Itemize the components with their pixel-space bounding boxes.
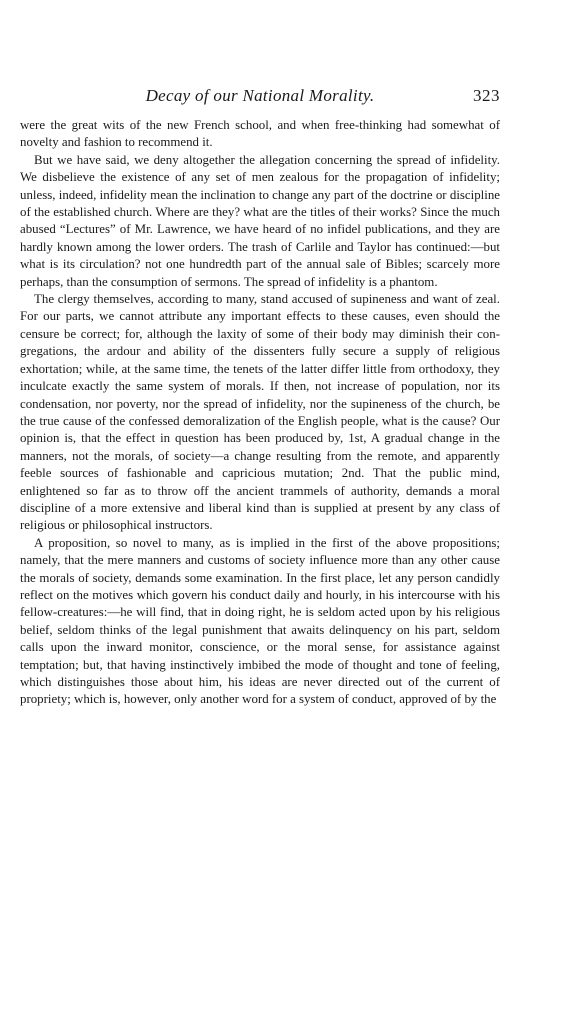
page-header bbox=[20, 86, 500, 108]
paragraph-proposition: A proposition, so novel to many, as is implied in the first of the above propositions; namely, that the mere manners and customs of society influence more than any other cause the morals of society, demands some examination. In the first place, let any person candidly reflect on the motives which govern his conduct daily and hourly, in his intercourse with his fellow-creatures:—he will find, that in doing right, he is seldom acted upon by his religious belief, seldom thinks of the legal punishment that awaits delinquency on his part, seldom calls upon the inward monitor, conscience, or the moral sense, for assistance against temptation; but, that having instinctively imbibed the mode of thought and tone of feeling, which distinguishes those about him, his ideas are never directed out of the current of propriety; which is, however, only another word for a system of conduct, approved of by the bbox=[20, 535, 500, 707]
paragraph-continuation: were the great wits of the new French school, and when free-thinking had somewhat of novelty and fashion to recommend it. bbox=[20, 118, 500, 150]
paragraph-infidelity: But we have said, we deny altogether the allegation concerning the spread of infidelity. We disbelieve the existence of any set of men zealous for the propagation of infidelity; unless, indeed, infidelity mean the inclination to change any part of the doctrine or discipline of the established church. Where are they? what are the titles of their works? Since the much abused “Lectures” of Mr. Lawrence, we have heard of no infidel publications, and they are hardly known among the lower orders. The trash of Carlile and Taylor has continued:—but what is its circulation? not one hundredth part of the annual sale of Bibles; scarcely more perhaps, than the consumption of sermons. The spread of infidelity is a phantom. bbox=[20, 152, 500, 289]
page-number: 323 bbox=[473, 86, 500, 105]
body-text bbox=[20, 117, 500, 709]
running-title: Decay of our National Morality. bbox=[145, 86, 375, 105]
paragraph-clergy: The clergy themselves, according to many, stand accused of supineness and want of zeal. For our parts, we cannot attribute any important effects to these causes, even should the censure be correct; for, although the laxity of some of their body may diminish their congregations, the ardour and ability of the dissenters fully secure a supply of religious exhortation; while, at the same time, the tenets of the latter differ little from orthodoxy, they inculcate exactly the same system of morals. If then, not increase of population, nor its condensation, nor poverty, nor the spread of infidelity, nor the supineness of the church, be the true cause of the confessed demoralization of the English people, what is the cause? Our opinion is, that the effect in question has been produced by, 1st, A gradual change in the manners, not the morals, of society—a change resulting from the remote, and apparently feeble sources of fashionable and capricious mutation; 2nd. That the public mind, enlightened so far as to throw off the ancient trammels of authority, demands a moral discipline of a more extensive and liberal kind than is supplied at present by any class of religious or philosophical instructors. bbox=[20, 292, 500, 533]
